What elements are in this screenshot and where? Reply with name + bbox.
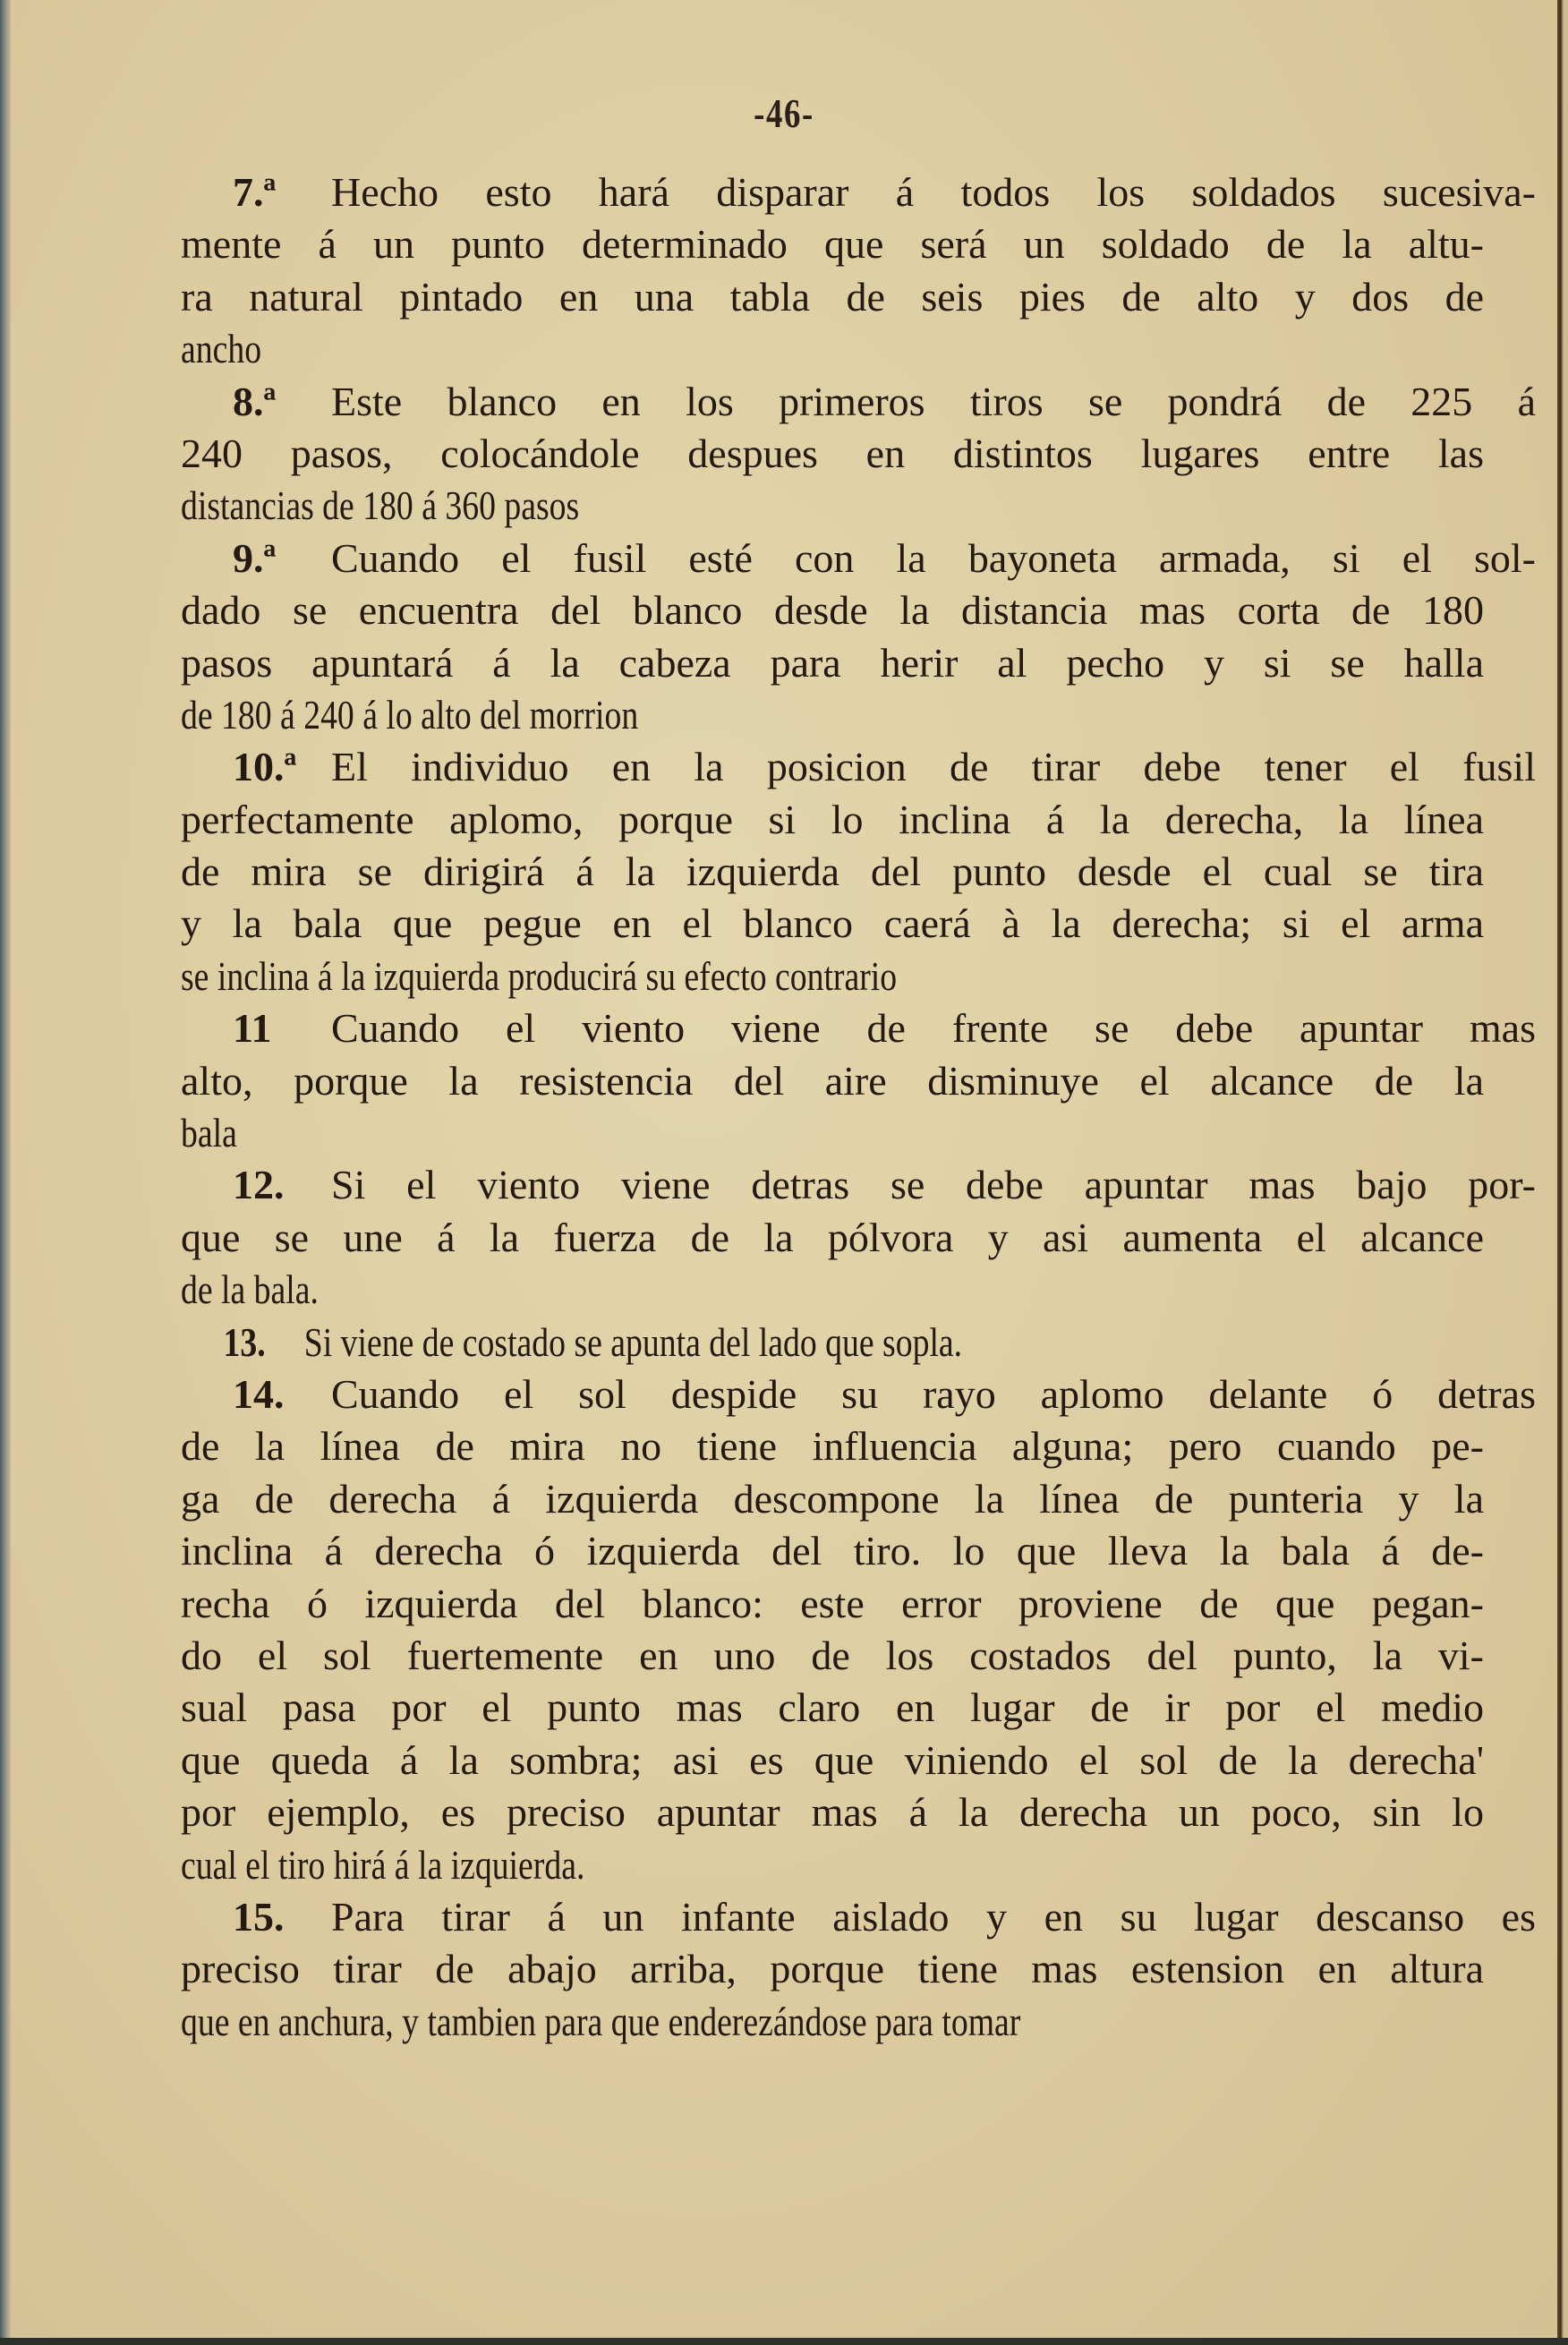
text-line bbox=[181, 1943, 1484, 1995]
text-line bbox=[181, 271, 1484, 323]
text-line bbox=[181, 1420, 1484, 1472]
paragraph-number: 13. bbox=[223, 1318, 266, 1365]
paragraph-number: 10.ª bbox=[233, 744, 297, 790]
paragraph-line-text: distancias de 180 á 360 pasos bbox=[181, 482, 580, 529]
paragraph-line-text: sual pasa por el punto mas claro en lugar de ir por el medio bbox=[181, 1684, 1484, 1731]
text-line bbox=[181, 1630, 1484, 1682]
text-line bbox=[181, 1735, 1484, 1786]
page-number: -46- bbox=[754, 90, 814, 136]
paragraph-line-text: dado se encuentra del blanco desde la distancia mas corta de 180 bbox=[181, 587, 1484, 634]
paragraph-line-text: y la bala que pegue en el blanco caerá à la derecha; si el arma bbox=[181, 900, 1484, 947]
text-line bbox=[181, 376, 1536, 428]
paragraph-line-text: por ejemplo, es preciso apuntar mas á la derecha un poco, sin lo bbox=[181, 1789, 1484, 1836]
text-line bbox=[181, 428, 1484, 480]
paragraph-line-text: El individuo en la posicion de tirar debe tener el fusil bbox=[331, 744, 1536, 790]
paragraph-line-text: Hecho esto hará disparar á todos los soldados sucesiva- bbox=[331, 169, 1536, 215]
paragraph-number: 7.ª bbox=[233, 169, 277, 215]
paragraph-line-text: bala bbox=[181, 1110, 237, 1156]
text-line bbox=[181, 1317, 1249, 1369]
text-line bbox=[181, 1159, 1536, 1211]
paragraph-line-text: cual el tiro hirá á la izquierda. bbox=[181, 1841, 585, 1888]
text-line bbox=[181, 323, 1249, 375]
paragraph-line-text: mente á un punto determinado que será un soldado de la altu- bbox=[181, 221, 1484, 268]
paragraph-line-text: Este blanco en los primeros tiros se pondrá de 225 á bbox=[331, 378, 1536, 424]
text-line bbox=[181, 1264, 1249, 1316]
paragraph-line-text: preciso tirar de abajo arriba, porque tiene mas estension en altura bbox=[181, 1946, 1484, 1992]
text-line bbox=[181, 951, 1249, 1002]
text-line bbox=[181, 846, 1484, 898]
text-line bbox=[181, 166, 1536, 218]
paragraph-line-text: Para tirar á un infante aislado y en su lugar descanso es bbox=[331, 1893, 1536, 1940]
text-line bbox=[181, 1473, 1484, 1525]
paragraph-line-text: Si viene de costado se apunta del lado que sopla. bbox=[303, 1318, 963, 1365]
paragraph-number: 14. bbox=[233, 1370, 285, 1417]
paragraph-line-text: se inclina á la izquierda producirá su efecto contrario bbox=[181, 952, 898, 999]
paragraph-line-text: ga de derecha á izquierda descompone la línea de punteria y la bbox=[181, 1475, 1484, 1522]
text-line bbox=[181, 898, 1484, 950]
text-line bbox=[181, 1107, 1249, 1159]
paragraph-line-text: de la línea de mira no tiene influencia alguna; pero cuando pe- bbox=[181, 1423, 1484, 1470]
paragraph-number: 11 bbox=[233, 1005, 272, 1052]
page-right-edge bbox=[1557, 0, 1568, 2345]
paragraph-number: 15. bbox=[233, 1893, 285, 1940]
text-line bbox=[181, 1212, 1484, 1264]
paragraph-line-text: do el sol fuertemente en uno de los costados del punto, la vi- bbox=[181, 1632, 1484, 1678]
paragraph-number: 12. bbox=[233, 1162, 285, 1208]
paragraph-number: 9.ª bbox=[233, 534, 277, 581]
text-line bbox=[181, 533, 1536, 584]
text-line bbox=[181, 741, 1536, 793]
text-line bbox=[181, 1002, 1536, 1054]
paragraph-line-text: que en anchura, y tambien para que enderezándose para tomar bbox=[181, 1998, 1021, 2044]
paragraph-line-text: perfectamente aplomo, porque si lo inclina á la derecha, la línea bbox=[181, 796, 1484, 842]
page-binding-edge bbox=[0, 0, 11, 2345]
text-line bbox=[181, 1682, 1484, 1734]
text-line bbox=[181, 1369, 1536, 1420]
text-line bbox=[181, 689, 1249, 741]
page-bottom-edge bbox=[0, 2338, 1568, 2345]
paragraph-line-text: que se une á la fuerza de la pólvora y asi aumenta el alcance bbox=[181, 1214, 1484, 1260]
paragraph-line-text: inclina á derecha ó izquierda del tiro. lo que lleva la bala á de- bbox=[181, 1528, 1484, 1574]
paragraph-line-text: 240 pasos, colocándole despues en distintos lugares entre las bbox=[181, 430, 1484, 476]
text-line bbox=[181, 480, 1249, 532]
paragraph-line-text: Si el viento viene detras se debe apuntar mas bajo por- bbox=[331, 1162, 1536, 1208]
text-line bbox=[181, 1525, 1484, 1577]
text-line bbox=[181, 637, 1484, 689]
paragraph-line-text: de la bala. bbox=[181, 1266, 319, 1313]
paragraph-line-text: de 180 á 240 á lo alto del morrion bbox=[181, 691, 639, 738]
text-line bbox=[181, 1786, 1484, 1838]
text-line bbox=[181, 584, 1484, 636]
paragraph-line-text: Cuando el sol despide su rayo aplomo delante ó detras bbox=[331, 1370, 1536, 1417]
paragraph-line-text: Cuando el fusil esté con la bayoneta armada, si el sol- bbox=[331, 534, 1536, 581]
paragraph-line-text: recha ó izquierda del blanco: este error proviene de que pegan- bbox=[181, 1580, 1484, 1626]
paragraph-line-text: de mira se dirigirá á la izquierda del punto desde el cual se tira bbox=[181, 848, 1484, 895]
paragraph-line-text: Cuando el viento viene de frente se debe apuntar mas bbox=[331, 1005, 1536, 1052]
text-line bbox=[181, 1839, 1249, 1891]
text-line bbox=[181, 218, 1484, 270]
body-text bbox=[181, 166, 1536, 2048]
text-line bbox=[181, 794, 1484, 846]
paragraph-line-text: alto, porque la resistencia del aire disminuye el alcance de la bbox=[181, 1057, 1484, 1104]
paragraph-line-text: ra natural pintado en una tabla de seis pies de alto y dos de bbox=[181, 273, 1484, 320]
text-line bbox=[181, 1996, 1249, 2048]
text-line bbox=[181, 1578, 1484, 1630]
paragraph-line-text: ancho bbox=[181, 326, 262, 372]
text-line bbox=[181, 1891, 1536, 1943]
paragraph-line-text: pasos apuntará á la cabeza para herir al pecho y si se halla bbox=[181, 639, 1484, 686]
paragraph-number: 8.ª bbox=[233, 378, 277, 424]
text-line bbox=[181, 1055, 1484, 1107]
paragraph-line-text: que queda á la sombra; asi es que viniendo el sol de la derecha' bbox=[181, 1736, 1484, 1783]
